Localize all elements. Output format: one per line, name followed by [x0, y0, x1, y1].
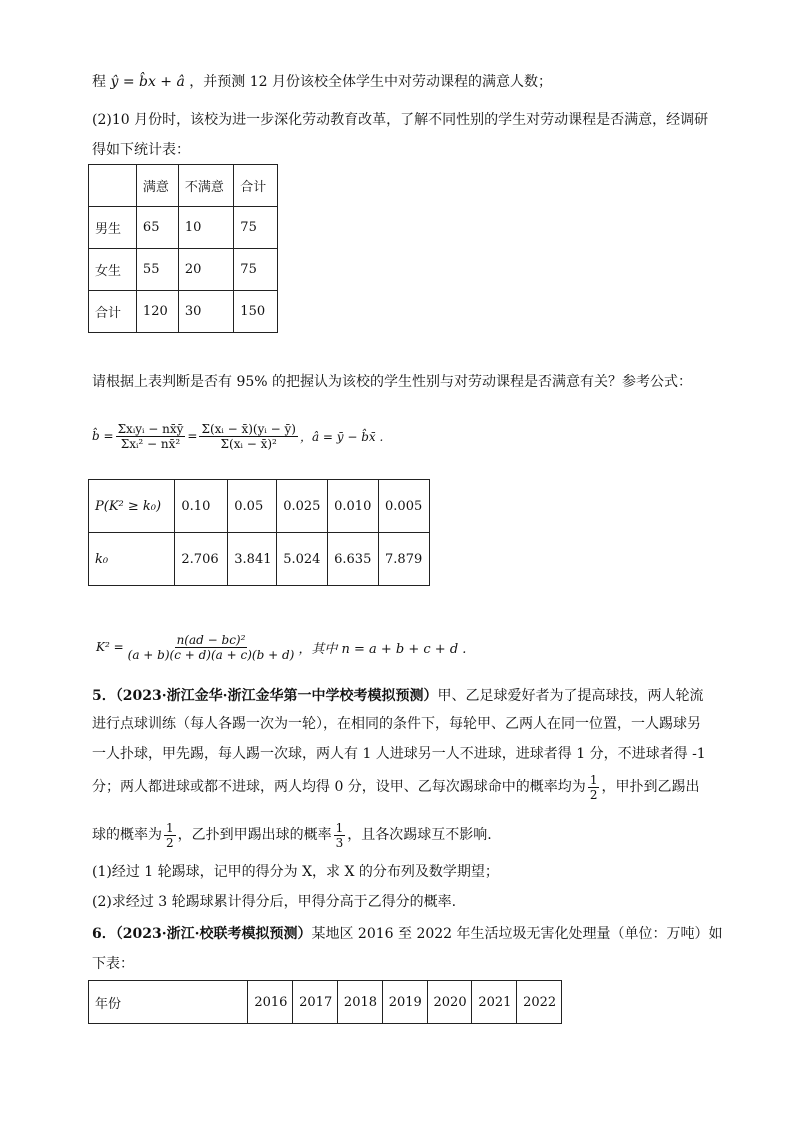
table-cell: 150: [234, 291, 278, 333]
problem-5-line-5: [92, 818, 492, 852]
formula-fraction: [116, 422, 186, 451]
fraction-denominator: 2: [166, 835, 174, 850]
table-cell: 0.005: [379, 480, 430, 533]
table-cell: 2020: [427, 981, 472, 1024]
table-cell: 合计: [234, 165, 278, 207]
contingency-table: [88, 164, 278, 333]
table-row: [89, 165, 278, 207]
text-fragment: ，乙扑到甲踢出球的概率: [177, 827, 332, 843]
fraction-one-half: [164, 821, 176, 850]
text-line-1: [92, 72, 552, 92]
text-fragment: ，甲扑到乙踢出: [601, 779, 700, 795]
table-cell: 2021: [472, 981, 517, 1024]
fraction-denominator: 3: [335, 835, 344, 850]
table-cell: 2022: [517, 981, 562, 1024]
fraction-denominator: Σ(xᵢ − x̄)²: [220, 436, 277, 451]
table-row: [89, 480, 430, 533]
year-table: [88, 980, 562, 1024]
problem-5-question-1: (1)经过 1 轮踢球，记甲的得分为 X，求 X 的分布列及数学期望；: [92, 864, 499, 880]
table-cell: 0.025: [277, 480, 328, 533]
table-cell: P(K² ≥ k₀): [89, 480, 175, 533]
table-cell: 2019: [382, 981, 427, 1024]
formula-fraction: [126, 633, 297, 662]
text-fragment: ，并预测 12 月份该校全体学生中对劳动课程的满意人数；: [189, 74, 552, 90]
problem-5-line-2: 进行点球训练（每人各踢一次为一轮），在相同的条件下，每轮甲、乙两人在同一位置，一人踢球另: [92, 716, 701, 732]
formula-condition: ，其中 n = a + b + c + d .: [298, 641, 467, 657]
formula-fraction: [199, 422, 298, 451]
table-cell: 55: [136, 249, 178, 291]
problem-6-line-2: 下表：: [92, 956, 134, 972]
text-fragment: 球的概率为: [92, 827, 162, 843]
table-cell: 合计: [89, 291, 137, 333]
table-row: [89, 533, 430, 586]
text-fragment: 甲、乙足球爱好者为了提高球技，两人轮流: [437, 688, 704, 704]
table-cell: 30: [178, 291, 233, 333]
fraction-denominator: (a + b)(c + d)(a + c)(b + d): [127, 647, 295, 662]
table-cell: [89, 165, 137, 207]
critical-value-table: [88, 479, 430, 586]
judge-line: 请根据上表判断是否有 95% 的把握认为该校的学生性别与对劳动课程是否满意有关？参考公式：: [92, 374, 693, 390]
table-row: [89, 207, 278, 249]
table-cell: 75: [234, 249, 278, 291]
table-cell: 7.879: [379, 533, 430, 586]
problem-5-question-2: (2)求经过 3 轮踢球累计得分后，甲得分高于乙得分的概率.: [92, 894, 457, 910]
text-line-2: (2)10 月份时，该校为进一步深化劳动教育改革，了解不同性别的学生对劳动课程是否满意，经调研: [92, 112, 709, 128]
fraction-numerator: n(ad − bc)²: [176, 632, 246, 647]
table-cell: 2016: [248, 981, 293, 1024]
table-cell: 0.10: [175, 480, 228, 533]
table-row: [89, 291, 278, 333]
fraction-denominator: Σxᵢ² − nx̄²: [120, 436, 181, 451]
fraction-numerator: 1: [335, 820, 344, 835]
table-cell: 男生: [89, 207, 137, 249]
table-cell: 5.024: [277, 533, 328, 586]
table-cell: 2017: [293, 981, 338, 1024]
fraction-denominator: 2: [589, 787, 598, 802]
problem-5-label: 5．（2023·浙江金华·浙江金华第一中学校考模拟预测）: [92, 688, 438, 704]
fraction-numerator: 1: [589, 772, 598, 787]
fraction-numerator: Σxᵢyᵢ − nx̄ȳ: [117, 421, 184, 436]
text-line-3: 得如下统计表：: [92, 142, 190, 158]
fraction-numerator: Σ(xᵢ − x̄)(yᵢ − ȳ): [201, 421, 296, 436]
table-cell: 65: [136, 207, 178, 249]
regression-reference-formula: [92, 408, 383, 464]
problem-5-line-1: [92, 686, 703, 706]
text-fragment: 程: [92, 74, 106, 90]
formula-lhs: K² =: [96, 640, 124, 654]
formula-equals: =: [187, 429, 198, 443]
table-cell: 2.706: [175, 533, 228, 586]
problem-6-line-1: [92, 924, 723, 944]
fraction-one-half: [588, 773, 600, 802]
formula-lhs: b̂ =: [92, 429, 114, 443]
table-cell: 年份: [89, 981, 248, 1024]
problem-6-label: 6．（2023·浙江·校联考模拟预测）: [92, 926, 312, 942]
problem-5-line-3: 一人扑球，甲先踢，每人踢一次球，两人有 1 人进球另一人不进球，进球者得 1 分，不进球者得 -1: [92, 746, 706, 762]
table-cell: 0.010: [328, 480, 379, 533]
table-cell: 10: [178, 207, 233, 249]
table-cell: 女生: [89, 249, 137, 291]
table-cell: 20: [178, 249, 233, 291]
table-row: [89, 981, 562, 1024]
text-fragment: ，且各次踢球互不影响.: [347, 827, 492, 843]
table-cell: 75: [234, 207, 278, 249]
regression-formula: ŷ = b̂x + â: [110, 74, 185, 90]
table-cell: 120: [136, 291, 178, 333]
table-cell: k₀: [89, 533, 175, 586]
problem-5-line-4: [92, 770, 699, 804]
formula-intercept: ，â = ȳ − b̂x̄ .: [299, 429, 384, 444]
chi-square-formula: [96, 626, 466, 668]
table-cell: 2018: [337, 981, 382, 1024]
table-cell: 满意: [136, 165, 178, 207]
text-fragment: 分；两人都进球或都不进球，两人均得 0 分，设甲、乙每次踢球命中的概率均为: [92, 779, 586, 795]
fraction-numerator: 1: [166, 820, 174, 835]
fraction-one-third: [334, 821, 346, 850]
table-cell: 0.05: [228, 480, 277, 533]
table-cell: 不满意: [178, 165, 233, 207]
table-row: [89, 249, 278, 291]
table-cell: 6.635: [328, 533, 379, 586]
table-cell: 3.841: [228, 533, 277, 586]
text-fragment: 某地区 2016 至 2022 年生活垃圾无害化处理量（单位：万吨）如: [311, 926, 723, 942]
